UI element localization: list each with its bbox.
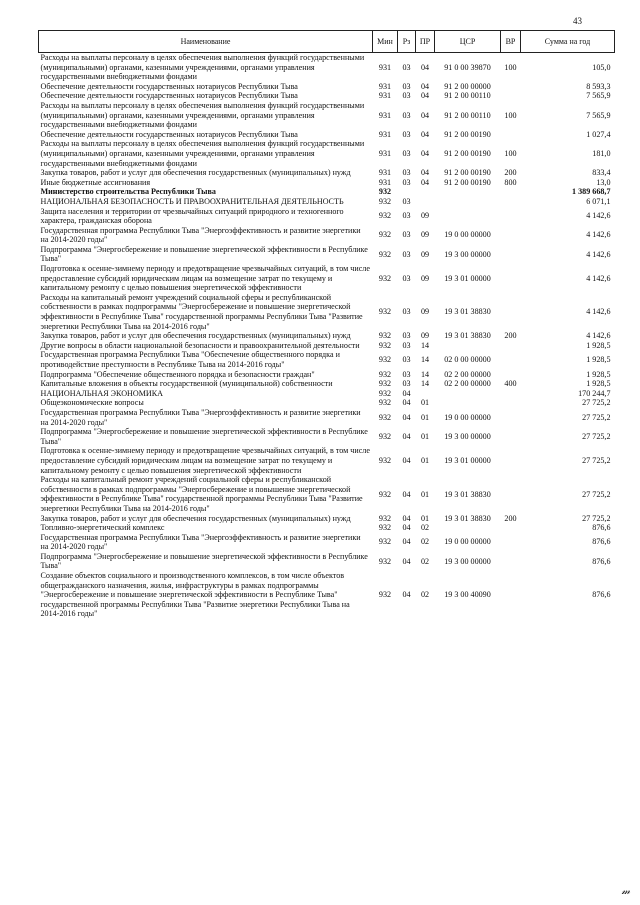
cell-name: Подпрограмма "Энергосбережение и повышение энергетической эффективности в Республике Тыва" xyxy=(40,551,368,571)
cell-min: 932 xyxy=(378,230,392,240)
header-rz: Рз xyxy=(398,31,416,53)
cell-rz: 03 xyxy=(402,340,411,350)
cell-pr: 01 xyxy=(420,489,430,499)
cell-min: 932 xyxy=(378,340,392,350)
cell-sum: 27 725,2 xyxy=(582,412,611,422)
table-row xyxy=(39,82,615,92)
cell-vr xyxy=(501,91,521,101)
cell-vr xyxy=(501,226,521,245)
cell-sum: 170 244,7 xyxy=(578,388,611,398)
cell-name: Министерство строительства Республики Тыва xyxy=(40,187,216,197)
cell-min: 932 xyxy=(378,196,392,206)
cell-csr: 19 3 00 00000 xyxy=(444,431,491,441)
cell-csr xyxy=(435,398,501,408)
cell-rz: 04 xyxy=(402,590,411,600)
cell-csr: 91 2 00 00110 xyxy=(444,91,491,101)
table-row xyxy=(39,523,615,533)
cell-name: Топливно-энергетический комплекс xyxy=(40,523,165,533)
cell-csr: 19 3 01 00000 xyxy=(444,273,491,283)
cell-vr xyxy=(501,264,521,293)
cell-csr: 91 2 00 00190 xyxy=(444,148,491,158)
cell-pr: 09 xyxy=(420,307,430,317)
cell-name: Обеспечение деятельности государственных нотариусов Республики Тыва xyxy=(40,91,298,101)
cell-rz: 03 xyxy=(402,129,411,139)
cell-rz: 04 xyxy=(402,523,411,533)
cell-sum: 27 725,2 xyxy=(582,398,611,408)
cell-pr: 09 xyxy=(420,331,430,341)
cell-csr: 19 3 01 38830 xyxy=(444,513,491,523)
cell-min: 932 xyxy=(378,331,392,341)
table-row xyxy=(39,341,615,351)
cell-rz: 04 xyxy=(402,455,411,465)
cell-csr: 91 2 00 00190 xyxy=(444,129,491,139)
cell-rz: 03 xyxy=(402,379,411,389)
cell-pr xyxy=(416,389,435,399)
cell-sum: 4 142,6 xyxy=(586,211,611,221)
cell-pr: 04 xyxy=(420,110,430,120)
cell-rz: 03 xyxy=(402,168,411,178)
table-row xyxy=(39,571,615,619)
table-row xyxy=(39,350,615,369)
cell-vr xyxy=(501,552,521,571)
cell-rz: 03 xyxy=(402,307,411,317)
cell-min: 932 xyxy=(378,489,392,499)
cell-rz: 04 xyxy=(402,513,411,523)
cell-vr xyxy=(501,130,521,140)
cell-vr xyxy=(501,523,521,533)
cell-csr: 91 0 00 39870 xyxy=(444,62,491,72)
cell-csr: 19 3 01 38830 xyxy=(444,307,491,317)
cell-sum: 876,6 xyxy=(592,523,611,533)
table-header-row xyxy=(39,31,615,53)
budget-table xyxy=(38,30,615,619)
cell-min: 931 xyxy=(378,148,392,158)
cell-csr: 02 2 00 00000 xyxy=(444,369,491,379)
cell-name: Государственная программа Республики Тыва "Энергоэффективность и развитие энергетики на 2014-2020 годы" xyxy=(40,532,361,552)
cell-sum: 4 142,6 xyxy=(586,230,611,240)
header-vr: ВР xyxy=(501,31,521,53)
cell-pr: 09 xyxy=(420,211,430,221)
table-row xyxy=(39,514,615,524)
cell-pr: 01 xyxy=(420,513,430,523)
cell-name: Подготовка к осенне-зимнему периоду и предотвращение чрезвычайных ситуаций, в том числе предоставление субсидий юридическим лицам на возмещение затрат по текущему и капитальному ремонту с целью повышения энергетической эффективности xyxy=(40,264,370,293)
table-row xyxy=(39,370,615,380)
cell-pr: 01 xyxy=(420,398,430,408)
cell-pr: 14 xyxy=(420,379,430,389)
cell-min: 931 xyxy=(378,91,392,101)
cell-min: 931 xyxy=(378,129,392,139)
cell-pr: 01 xyxy=(420,431,430,441)
header-pr: ПР xyxy=(416,31,435,53)
cell-min: 932 xyxy=(378,187,392,197)
cell-min: 932 xyxy=(378,273,392,283)
cell-rz: 04 xyxy=(402,537,411,547)
table-row xyxy=(39,398,615,408)
cell-vr xyxy=(501,389,521,399)
cell-sum: 13,0 xyxy=(596,177,611,187)
cell-name: НАЦИОНАЛЬНАЯ ЭКОНОМИКА xyxy=(40,388,164,398)
cell-sum: 8 593,3 xyxy=(586,81,611,91)
cell-name: Создание объектов социального и производственного комплексов, в том числе объектов общегражданского назначения, жилья, инфраструктуры в рамках подпрограммы "Энергосбережение и повышение энергетической эффективности в Республике Тыва" государственной программы Республики Тыва "Развитие энергетики Республики Тыва на 2014-2016 годы" xyxy=(40,571,350,619)
cell-pr: 09 xyxy=(420,230,430,240)
cell-vr xyxy=(501,398,521,408)
table-row xyxy=(39,264,615,293)
handwritten-mark-icon: 𝓂 xyxy=(621,886,630,897)
table-row xyxy=(39,187,615,197)
cell-rz: 03 xyxy=(402,81,411,91)
cell-rz: 03 xyxy=(402,177,411,187)
cell-min: 932 xyxy=(378,537,392,547)
cell-sum: 4 142,6 xyxy=(586,331,611,341)
table-row xyxy=(39,91,615,101)
cell-pr: 04 xyxy=(420,81,430,91)
cell-min: 932 xyxy=(378,379,392,389)
cell-vr: 400 xyxy=(504,379,517,389)
cell-csr: 91 2 00 00190 xyxy=(444,168,491,178)
cell-pr: 04 xyxy=(420,177,430,187)
cell-rz: 03 xyxy=(402,355,411,365)
cell-csr: 19 0 00 00000 xyxy=(444,537,491,547)
cell-name: Расходы на капитальный ремонт учреждений социальной сферы и республиканской собственности в рамках подпрограммы "Энергосбережение и повышение энергетической эффективности в Республике Тыва" государственной программы Республики Тыва "Развитие энергетики Республики Тыва на 2014-2016 годы" xyxy=(40,475,363,513)
cell-pr: 02 xyxy=(420,537,430,547)
cell-csr xyxy=(435,197,501,207)
table-row xyxy=(39,168,615,178)
cell-rz: 04 xyxy=(402,412,411,422)
cell-vr: 200 xyxy=(504,331,517,341)
cell-pr xyxy=(416,197,435,207)
cell-sum: 105,0 xyxy=(592,62,611,72)
cell-vr xyxy=(501,533,521,552)
cell-csr: 91 2 00 00190 xyxy=(444,177,491,187)
cell-sum: 6 071,1 xyxy=(586,196,611,206)
cell-pr: 14 xyxy=(420,340,430,350)
cell-vr xyxy=(501,207,521,226)
cell-vr: 200 xyxy=(504,168,517,178)
cell-csr xyxy=(435,341,501,351)
cell-pr: 01 xyxy=(420,455,430,465)
cell-vr xyxy=(501,350,521,369)
cell-csr: 19 3 01 38830 xyxy=(444,489,491,499)
cell-min: 932 xyxy=(378,388,392,398)
cell-name: Подпрограмма "Энергосбережение и повышение энергетической эффективности в Республике Тыва" xyxy=(40,427,368,446)
cell-vr xyxy=(501,408,521,427)
cell-csr: 19 0 00 00000 xyxy=(444,230,491,240)
cell-min: 931 xyxy=(378,110,392,120)
table-row xyxy=(39,475,615,513)
table-body xyxy=(39,53,615,620)
cell-csr: 91 2 00 00110 xyxy=(444,110,491,120)
cell-min: 931 xyxy=(378,168,392,178)
cell-min: 931 xyxy=(378,81,392,91)
cell-pr: 04 xyxy=(420,168,430,178)
cell-vr: 200 xyxy=(504,513,517,523)
cell-pr: 04 xyxy=(420,62,430,72)
cell-vr xyxy=(501,82,521,92)
cell-sum: 27 725,2 xyxy=(582,489,611,499)
cell-sum: 4 142,6 xyxy=(586,273,611,283)
cell-csr: 19 3 00 00000 xyxy=(444,556,491,566)
cell-rz: 03 xyxy=(402,331,411,341)
cell-csr: 02 2 00 00000 xyxy=(444,379,491,389)
table-row xyxy=(39,446,615,475)
cell-pr: 04 xyxy=(420,91,430,101)
cell-pr: 14 xyxy=(420,369,430,379)
cell-sum: 181,0 xyxy=(592,148,611,158)
cell-name: Закупка товаров, работ и услуг для обеспечения государственных (муниципальных) нужд xyxy=(40,331,351,341)
cell-vr xyxy=(501,446,521,475)
table-row xyxy=(39,101,615,130)
cell-min: 931 xyxy=(378,62,392,72)
cell-rz: 04 xyxy=(402,431,411,441)
table-row xyxy=(39,139,615,168)
cell-pr xyxy=(416,187,435,197)
cell-min: 932 xyxy=(378,455,392,465)
cell-min: 932 xyxy=(378,249,392,259)
cell-rz: 03 xyxy=(402,196,411,206)
table-row xyxy=(39,207,615,226)
cell-vr: 800 xyxy=(504,177,517,187)
cell-sum: 27 725,2 xyxy=(582,431,611,441)
cell-csr: 19 0 00 00000 xyxy=(444,412,491,422)
cell-min: 932 xyxy=(378,513,392,523)
cell-name: Расходы на выплаты персоналу в целях обеспечения выполнения функций государственными (муниципальными) органами, казенными учреждениями, органами управления государственными внебюджетными фондами xyxy=(40,53,365,82)
cell-rz: 04 xyxy=(402,398,411,408)
cell-rz: 03 xyxy=(402,230,411,240)
cell-rz: 04 xyxy=(402,556,411,566)
cell-vr: 100 xyxy=(504,62,517,72)
cell-sum: 876,6 xyxy=(592,556,611,566)
cell-rz: 03 xyxy=(402,148,411,158)
cell-sum: 1 928,5 xyxy=(586,379,611,389)
cell-name: Подпрограмма "Энергосбережение и повышение энергетической эффективности в Республике Тыва" xyxy=(40,244,368,264)
cell-csr: 02 0 00 00000 xyxy=(444,355,491,365)
cell-pr: 14 xyxy=(420,355,430,365)
cell-csr: 19 3 00 40090 xyxy=(444,590,491,600)
cell-name: Защита населения и территории от чрезвычайных ситуаций природного и техногенного характера, гражданская оборона xyxy=(40,206,344,226)
cell-name: НАЦИОНАЛЬНАЯ БЕЗОПАСНОСТЬ И ПРАВООХРАНИТЕЛЬНАЯ ДЕЯТЕЛЬНОСТЬ xyxy=(40,196,344,206)
cell-vr xyxy=(501,341,521,351)
cell-sum: 876,6 xyxy=(592,537,611,547)
cell-name: Закупка товаров, работ и услуг для обеспечения государственных (муниципальных) нужд xyxy=(40,513,351,523)
table-row xyxy=(39,408,615,427)
cell-name: Общеэкономические вопросы xyxy=(40,398,144,408)
table-row xyxy=(39,226,615,245)
header-csr: ЦСР xyxy=(435,31,501,53)
table-row xyxy=(39,533,615,552)
cell-min: 932 xyxy=(378,307,392,317)
cell-pr: 04 xyxy=(420,129,430,139)
cell-name: Обеспечение деятельности государственных нотариусов Республики Тыва xyxy=(40,81,298,91)
cell-name: Подпрограмма "Обеспечение общественного порядка и безопасности граждан" xyxy=(40,369,315,379)
cell-rz: 03 xyxy=(402,110,411,120)
cell-name: Расходы на выплаты персоналу в целях обеспечения выполнения функций государственными (муниципальными) органами, казенными учреждениями, органами управления государственными внебюджетными фондами xyxy=(40,139,365,168)
cell-name: Подготовка к осенне-зимнему периоду и предотвращение чрезвычайных ситуаций, в том числе предоставление субсидий юридическим лицам на возмещение затрат по текущему и капитальному ремонту с целью повышения энергетической эффективности xyxy=(40,446,370,475)
cell-csr: 91 2 00 00000 xyxy=(444,81,491,91)
cell-min: 932 xyxy=(378,523,392,533)
cell-min: 932 xyxy=(378,556,392,566)
cell-min: 932 xyxy=(378,431,392,441)
cell-rz: 03 xyxy=(402,273,411,283)
cell-csr xyxy=(435,389,501,399)
cell-rz: 03 xyxy=(402,369,411,379)
cell-csr xyxy=(435,207,501,226)
cell-vr: 100 xyxy=(504,148,517,158)
cell-min: 932 xyxy=(378,398,392,408)
cell-pr: 02 xyxy=(420,590,430,600)
cell-sum: 876,6 xyxy=(592,590,611,600)
table-row xyxy=(39,293,615,331)
cell-sum: 1 928,5 xyxy=(586,369,611,379)
cell-sum: 833,4 xyxy=(592,168,611,178)
cell-vr xyxy=(501,370,521,380)
cell-csr: 19 3 01 38830 xyxy=(444,331,491,341)
cell-sum: 4 142,6 xyxy=(586,307,611,317)
table-row xyxy=(39,130,615,140)
cell-csr xyxy=(435,523,501,533)
cell-vr: 100 xyxy=(504,110,517,120)
cell-name: Другие вопросы в области национальной безопасности и правоохранительной деятельности xyxy=(40,340,360,350)
cell-sum: 1 027,4 xyxy=(586,129,611,139)
cell-sum: 1 928,5 xyxy=(586,355,611,365)
cell-min: 932 xyxy=(378,369,392,379)
table-row xyxy=(39,379,615,389)
cell-sum: 27 725,2 xyxy=(582,455,611,465)
page-number: 43 xyxy=(573,16,582,26)
cell-min: 932 xyxy=(378,211,392,221)
cell-csr xyxy=(435,187,501,197)
cell-name: Государственная программа Республики Тыва "Обеспечение общественного порядка и противодействие преступности в Республике Тыва на 2014-2016 годы" xyxy=(40,350,340,369)
table-row xyxy=(39,245,615,264)
cell-sum: 7 565,9 xyxy=(586,91,611,101)
cell-name: Обеспечение деятельности государственных нотариусов Республики Тыва xyxy=(40,129,298,139)
cell-pr: 09 xyxy=(420,249,430,259)
cell-vr xyxy=(501,245,521,264)
cell-sum: 4 142,6 xyxy=(586,249,611,259)
cell-name: Закупка товаров, работ и услуг для обеспечения государственных (муниципальных) нужд xyxy=(40,168,351,178)
header-name: Наименование xyxy=(39,31,373,53)
cell-pr: 01 xyxy=(420,412,430,422)
table-row xyxy=(39,427,615,446)
cell-sum: 1 928,5 xyxy=(586,340,611,350)
cell-min: 932 xyxy=(378,590,392,600)
cell-vr xyxy=(501,475,521,513)
cell-rz: 03 xyxy=(402,249,411,259)
cell-name: Государственная программа Республики Тыва "Энергоэффективность и развитие энергетики на 2014-2020 годы" xyxy=(40,225,361,245)
table-row xyxy=(39,389,615,399)
cell-vr xyxy=(501,293,521,331)
cell-pr: 09 xyxy=(420,273,430,283)
cell-name: Иные бюджетные ассигнования xyxy=(40,177,151,187)
cell-pr: 02 xyxy=(420,523,430,533)
cell-min: 931 xyxy=(378,177,392,187)
cell-vr xyxy=(501,197,521,207)
cell-name: Государственная программа Республики Тыва "Энергоэффективность и развитие энергетики на 2014-2020 годы" xyxy=(40,407,361,427)
cell-csr: 19 3 00 00000 xyxy=(444,249,491,259)
cell-rz: 04 xyxy=(402,489,411,499)
cell-sum: 7 565,9 xyxy=(586,110,611,120)
cell-rz: 03 xyxy=(402,91,411,101)
table-row xyxy=(39,331,615,341)
cell-min: 932 xyxy=(378,355,392,365)
table-row xyxy=(39,552,615,571)
cell-min: 932 xyxy=(378,412,392,422)
cell-sum: 27 725,2 xyxy=(582,513,611,523)
cell-pr: 04 xyxy=(420,148,430,158)
cell-rz xyxy=(398,187,416,197)
cell-vr xyxy=(501,187,521,197)
cell-name: Капитальные вложения в объекты государственной (муниципальной) собственности xyxy=(40,379,333,389)
cell-name: Расходы на выплаты персоналу в целях обеспечения выполнения функций государственными (муниципальными) органами, казенными учреждениями, органами управления государственными внебюджетными фондами xyxy=(40,100,365,130)
cell-rz: 03 xyxy=(402,62,411,72)
cell-vr xyxy=(501,427,521,446)
cell-name: Расходы на капитальный ремонт учреждений социальной сферы и республиканской собственности в рамках подпрограммы "Энергосбережение и повышение энергетической эффективности в Республике Тыва" государственной программы Республики Тыва "Развитие энергетики Республики Тыва на 2014-2016 годы" xyxy=(40,292,363,331)
table-row xyxy=(39,53,615,82)
header-sum: Сумма на год xyxy=(521,31,615,53)
cell-rz: 03 xyxy=(402,211,411,221)
cell-pr: 02 xyxy=(420,556,430,566)
cell-rz: 04 xyxy=(402,388,411,398)
cell-sum: 1 389 668,7 xyxy=(572,187,611,197)
table-row xyxy=(39,178,615,188)
table-row xyxy=(39,197,615,207)
cell-vr xyxy=(501,571,521,619)
cell-csr: 19 3 01 00000 xyxy=(444,455,491,465)
header-min: Мин xyxy=(373,31,398,53)
